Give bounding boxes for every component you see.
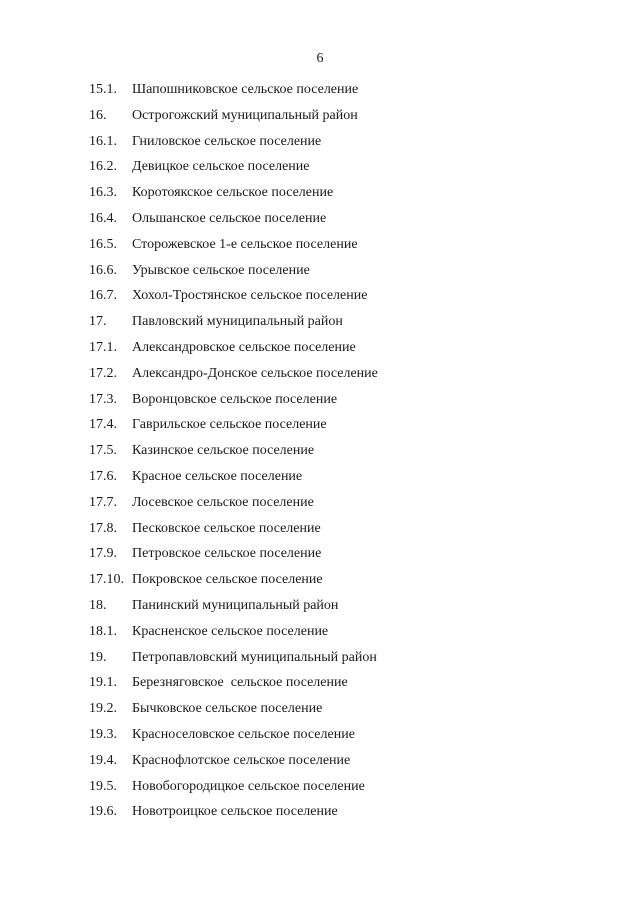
entry-number: 17.10. [89, 572, 124, 588]
entry-name: Красное сельское поселение [132, 468, 303, 484]
entry-name: Хохол-Тростянское сельское поселение [132, 288, 368, 304]
entry-name: Гаврильское сельское поселение [132, 417, 327, 433]
entry-name: Девицкое сельское поселение [132, 159, 310, 175]
entry-name: Березняговское сельское поселение [132, 675, 348, 691]
entry-name: Петропавловский муниципальный район [132, 649, 377, 665]
list-item [0, 107, 640, 133]
entry-name: Покровское сельское поселение [132, 572, 323, 588]
entry-number: 17. [89, 314, 107, 330]
entry-number: 19.5. [89, 778, 117, 794]
entry-name: Красноселовское сельское поселение [132, 726, 355, 742]
list-item [0, 210, 640, 236]
list-item [0, 778, 640, 804]
entry-number: 17.2. [89, 365, 117, 381]
list-item [0, 726, 640, 752]
entry-number: 17.8. [89, 520, 117, 536]
list-item [0, 597, 640, 623]
entry-name: Александро-Донское сельское поселение [132, 365, 378, 381]
entry-number: 16.2. [89, 159, 117, 175]
entry-number: 15.1. [89, 82, 117, 97]
list-item [0, 520, 640, 546]
list-item [0, 545, 640, 571]
entry-number: 19.4. [89, 752, 117, 768]
entry-name: Острогожский муниципальный район [132, 107, 358, 123]
list-item [0, 158, 640, 184]
list-item [0, 649, 640, 675]
settlement-list [0, 81, 640, 829]
entry-number: 16.7. [89, 288, 117, 304]
list-item [0, 700, 640, 726]
entry-number: 18. [89, 597, 107, 613]
list-item [0, 391, 640, 417]
entry-number: 16.5. [89, 236, 117, 252]
entry-name: Новобогородицкое сельское поселение [132, 778, 365, 794]
list-item [0, 287, 640, 313]
list-item [0, 494, 640, 520]
entry-number: 17.3. [89, 391, 117, 407]
list-item [0, 313, 640, 339]
entry-name: Красненское сельское поселение [132, 623, 329, 639]
entry-name: Панинский муниципальный район [132, 597, 339, 613]
entry-name: Урывское сельское поселение [132, 262, 310, 278]
list-item [0, 752, 640, 778]
entry-name: Ольшанское сельское поселение [132, 210, 327, 226]
entry-number: 17.1. [89, 339, 117, 355]
entry-name: Бычковское сельское поселение [132, 701, 323, 717]
entry-name: Новотроицкое сельское поселение [132, 804, 338, 820]
entry-name: Петровское сельское поселение [132, 546, 322, 562]
list-item [0, 133, 640, 159]
list-item [0, 81, 640, 107]
list-item [0, 262, 640, 288]
list-item [0, 416, 640, 442]
entry-number: 16. [89, 107, 107, 123]
entry-number: 17.7. [89, 494, 117, 510]
entry-name: Шапошниковское сельское поселение [132, 82, 359, 97]
entry-number: 18.1. [89, 623, 117, 639]
entry-name: Казинское сельское поселение [132, 443, 315, 459]
entry-name: Коротоякское сельское поселение [132, 185, 334, 201]
entry-name: Воронцовское сельское поселение [132, 391, 338, 407]
list-item [0, 674, 640, 700]
page-number: 6 [316, 51, 324, 66]
list-item [0, 803, 640, 829]
entry-name: Гниловское сельское поселение [132, 133, 322, 149]
list-item [0, 236, 640, 262]
entry-number: 17.6. [89, 468, 117, 484]
list-item [0, 571, 640, 597]
list-item [0, 468, 640, 494]
entry-number: 17.4. [89, 417, 117, 433]
entry-number: 17.9. [89, 546, 117, 562]
list-item [0, 442, 640, 468]
entry-name: Лосевское сельское поселение [132, 494, 314, 510]
list-item [0, 623, 640, 649]
entry-name: Александровское сельское поселение [132, 339, 356, 355]
entry-number: 16.4. [89, 210, 117, 226]
entry-number: 16.1. [89, 133, 117, 149]
entry-name: Краснофлотское сельское поселение [132, 752, 351, 768]
entry-name: Сторожевское 1-е сельское поселение [132, 236, 358, 252]
entry-number: 19.3. [89, 726, 117, 742]
list-item [0, 184, 640, 210]
entry-number: 19. [89, 649, 107, 665]
entry-number: 16.6. [89, 262, 117, 278]
entry-name: Павловский муниципальный район [132, 314, 343, 330]
entry-number: 19.2. [89, 701, 117, 717]
entry-number: 19.6. [89, 804, 117, 820]
entry-name: Песковское сельское поселение [132, 520, 321, 536]
entry-number: 16.3. [89, 185, 117, 201]
list-item [0, 365, 640, 391]
entry-number: 17.5. [89, 443, 117, 459]
entry-number: 19.1. [89, 675, 117, 691]
list-item [0, 339, 640, 365]
